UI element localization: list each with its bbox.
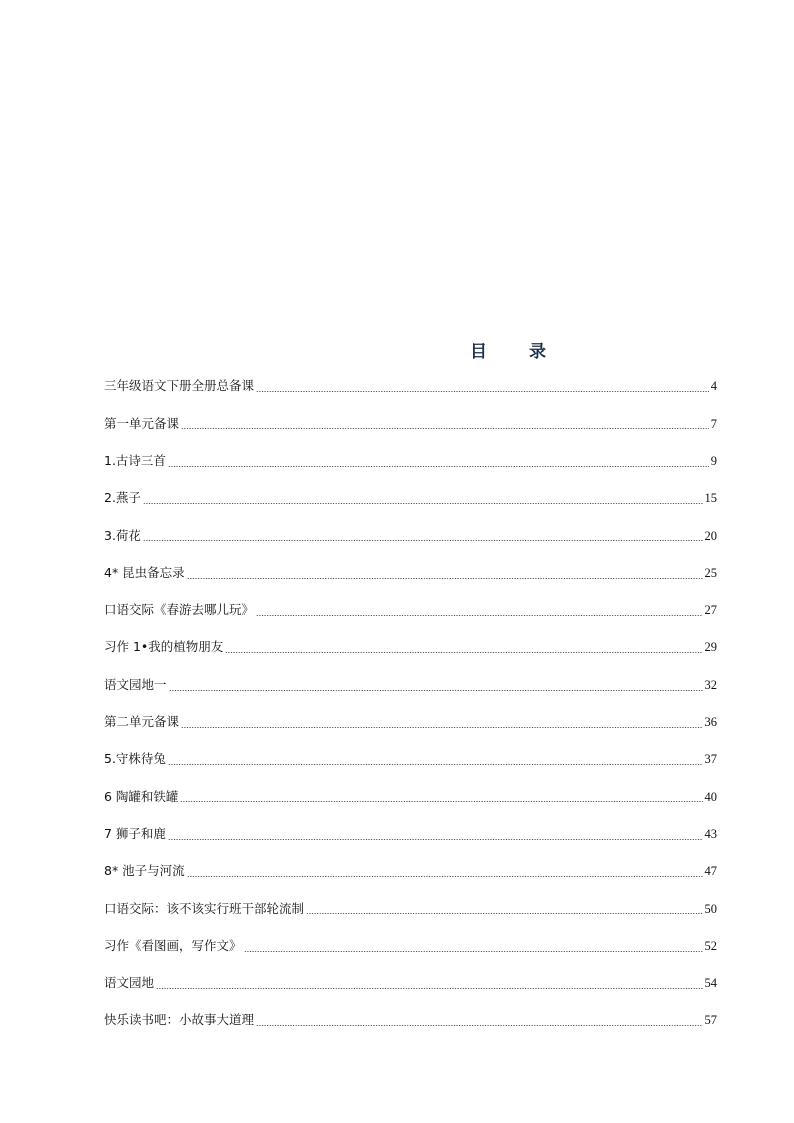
toc-entry[interactable]	[104, 778, 717, 815]
toc-entry-page-number: 7	[710, 416, 717, 431]
toc-entry[interactable]	[104, 480, 717, 517]
toc-entry-label: 4* 昆虫备忘录	[104, 564, 185, 580]
toc-entry-page-number: 54	[704, 976, 717, 991]
toc-entry-page-number: 50	[704, 901, 717, 916]
toc-entry-label: 语文园地	[104, 975, 155, 991]
toc-title	[470, 336, 546, 362]
toc-entry[interactable]	[104, 853, 717, 890]
toc-dot-leader	[187, 578, 703, 579]
toc-entry-label: 6 陶罐和铁罐	[104, 788, 179, 804]
toc-dot-leader	[306, 913, 702, 914]
toc-entry-label: 第二单元备课	[104, 714, 180, 730]
toc-dot-leader	[168, 839, 703, 840]
toc-dot-leader	[168, 764, 703, 765]
toc-dot-leader	[156, 988, 702, 989]
toc-dot-leader	[169, 690, 703, 691]
toc-entry-label: 3.荷花	[104, 527, 141, 543]
toc-entry[interactable]	[104, 704, 717, 741]
toc-entry[interactable]	[104, 405, 717, 442]
toc-entry-page-number: 27	[704, 603, 717, 618]
toc-dot-leader	[181, 727, 702, 728]
toc-entry[interactable]	[104, 592, 717, 629]
toc-entry-label: 口语交际《春游去哪儿玩》	[104, 602, 255, 618]
toc-entry-label: 2.燕子	[104, 490, 141, 506]
toc-entry-label: 1.古诗三首	[104, 452, 166, 468]
toc-dot-leader	[256, 1025, 702, 1026]
toc-dot-leader	[180, 801, 702, 802]
toc-title-char-2: 录	[529, 341, 546, 362]
toc-entry-label: 第一单元备课	[104, 415, 180, 431]
toc-dot-leader	[244, 951, 703, 952]
toc-dot-leader	[256, 615, 702, 616]
toc-dot-leader	[187, 876, 703, 877]
toc-entry-page-number: 32	[704, 677, 717, 692]
toc-entry[interactable]	[104, 927, 717, 964]
toc-entry[interactable]	[104, 965, 717, 1002]
toc-entry-page-number: 40	[704, 789, 717, 804]
toc-entry-page-number: 25	[704, 565, 717, 580]
toc-entry-label: 5.守株待兔	[104, 751, 166, 767]
toc-entry[interactable]	[104, 890, 717, 927]
toc-entry-label: 习作 1•我的植物朋友	[104, 639, 224, 655]
toc-entry[interactable]	[104, 816, 717, 853]
toc-dot-leader	[181, 428, 709, 429]
toc-entry[interactable]	[104, 554, 717, 591]
toc-dot-leader	[143, 503, 703, 504]
toc-entry-page-number: 57	[704, 1013, 717, 1028]
toc-entry-page-number: 29	[704, 640, 717, 655]
toc-title-char-1: 目	[470, 341, 487, 362]
toc-entry-label: 口语交际：该不该实行班干部轮流制	[104, 900, 305, 916]
toc-entry-page-number: 36	[704, 715, 717, 730]
toc-entry-page-number: 52	[704, 938, 717, 953]
toc-entry[interactable]	[104, 517, 717, 554]
toc-entry[interactable]	[104, 368, 717, 405]
toc-dot-leader	[168, 466, 709, 467]
toc-entry[interactable]	[104, 629, 717, 666]
toc-entry-label: 7 狮子和鹿	[104, 825, 166, 841]
toc-dot-leader	[256, 391, 709, 392]
toc-entry[interactable]	[104, 443, 717, 480]
toc-dot-leader	[225, 652, 702, 653]
toc-entry[interactable]	[104, 1002, 717, 1039]
toc-entry-page-number: 37	[704, 752, 717, 767]
toc-entry-page-number: 43	[704, 826, 717, 841]
toc-entry-page-number: 15	[704, 491, 717, 506]
toc-entry-label: 8* 池子与河流	[104, 863, 185, 879]
toc-entry-label: 习作《看图画，写作文》	[104, 937, 242, 953]
toc-entry-page-number: 20	[704, 528, 717, 543]
toc-entry-page-number: 4	[710, 379, 717, 394]
toc-entry-page-number: 9	[710, 453, 717, 468]
toc-entry[interactable]	[104, 741, 717, 778]
toc-dot-leader	[143, 540, 703, 541]
toc-entry-label: 快乐读书吧：小故事大道理	[104, 1012, 255, 1028]
toc-entry-page-number: 47	[704, 864, 717, 879]
toc-entry[interactable]	[104, 666, 717, 703]
toc-entry-label: 三年级语文下册全册总备课	[104, 378, 255, 394]
toc-entry-label: 语文园地一	[104, 676, 167, 692]
toc-list	[104, 368, 717, 1039]
